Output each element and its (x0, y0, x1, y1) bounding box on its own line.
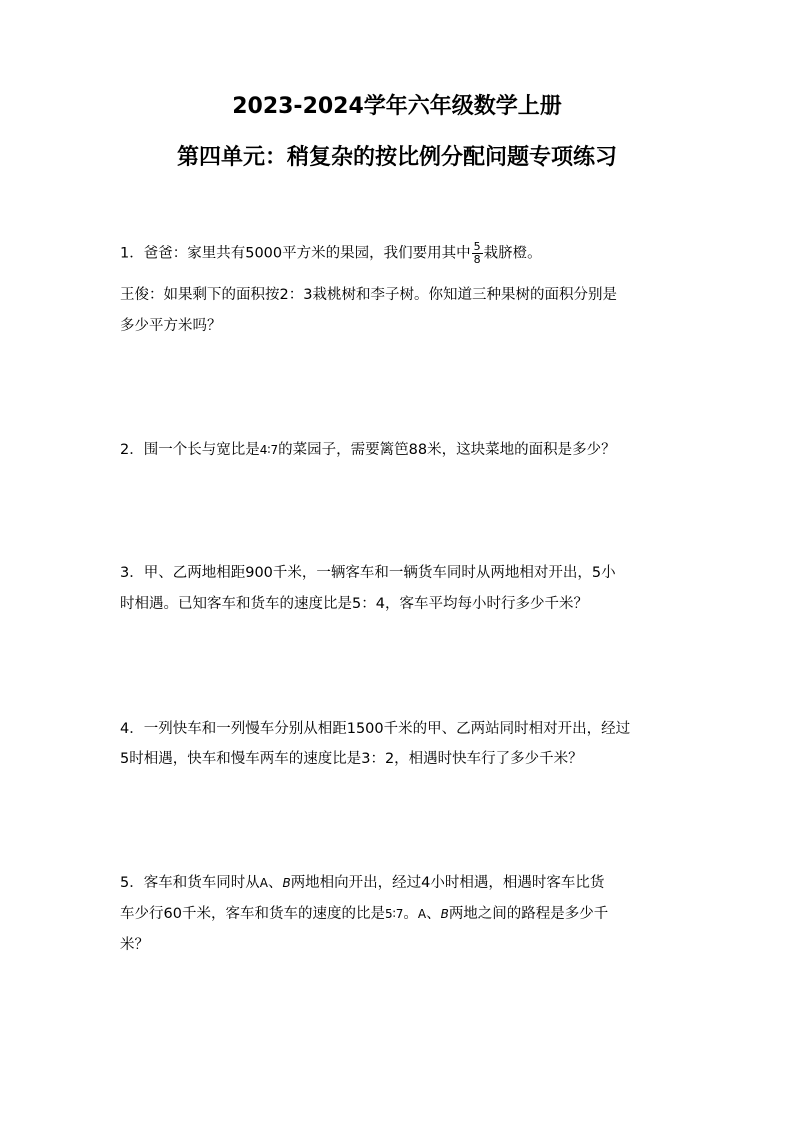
question-3-line-2: 时相遇。已知客车和货车的速度比是5：4，客车平均每小时行多少千米？ (120, 596, 588, 612)
question-2 (120, 440, 616, 460)
place-b-label: B (282, 876, 291, 890)
question-5-period: 。 (403, 906, 418, 922)
question-5-text-c: 车少行60千米，客车和货车的速度的比是 (120, 906, 385, 922)
question-5-line-3: 米？ (120, 937, 149, 953)
question-2-number: 2． (120, 442, 144, 458)
question-5-text-a: 客车和货车同时从 (143, 875, 260, 891)
question-5-text-b: 两地相向开出，经过4小时相遇，相遇时客车比货 (290, 875, 605, 891)
question-5-number: 5． (120, 875, 144, 891)
question-5-line-1 (120, 873, 604, 893)
question-1-line-1 (120, 241, 542, 266)
question-5-text-d: 两地之间的路程是多少千 (448, 906, 609, 922)
question-1-number: 1． (120, 245, 144, 262)
question-1-line-3: 多少平方米吗？ (120, 318, 222, 334)
question-4-line-2: 5时相遇，快车和慢车两车的速度比是3：2，相遇时快车行了多少千米？ (120, 751, 583, 767)
question-5-separator: 、 (267, 875, 283, 891)
question-4-number: 4． (120, 721, 144, 737)
worksheet-subtitle: 第四单元：稍复杂的按比例分配问题专项练习 (176, 145, 617, 170)
question-4-text-1: 一列快车和一列慢车分别从相距1500千米的甲、乙两站同时相对开出，经过 (143, 721, 631, 737)
question-3-text-1: 甲、乙两地相距900千米，一辆客车和一辆货车同时从两地相对开出，5小 (143, 565, 616, 581)
question-2-text-b: 的菜园子，需要篱笆88米，这块菜地的面积是多少？ (278, 442, 616, 458)
fraction-five-eighths (472, 241, 483, 266)
fraction-denominator: 8 (473, 253, 481, 266)
question-5-ratio: 5∶7 (384, 907, 404, 921)
place-a-label-2: A (417, 907, 427, 921)
question-4-line-1 (120, 719, 630, 739)
question-1-line-2: 王俊：如果剩下的面积按2：3栽桃树和李子树。你知道三种果树的面积分别是 (120, 287, 617, 303)
question-2-ratio: 4∶7 (259, 443, 279, 457)
question-1-text-after-fraction: 栽脐橙。 (483, 245, 542, 262)
question-5-separator-2: 、 (426, 906, 441, 922)
question-3-line-1 (120, 563, 616, 583)
question-5-line-2 (120, 904, 608, 924)
question-3-number: 3． (120, 565, 144, 581)
question-2-text-a: 围一个长与宽比是 (143, 442, 260, 458)
worksheet-title: 2023-2024学年六年级数学上册 (232, 94, 562, 119)
place-a-label: A (259, 876, 268, 890)
question-1-text-before-fraction: 爸爸：家里共有5000平方米的果园，我们要用其中 (143, 245, 471, 262)
place-b-label-2: B (440, 907, 449, 921)
fraction-numerator: 5 (473, 240, 481, 253)
